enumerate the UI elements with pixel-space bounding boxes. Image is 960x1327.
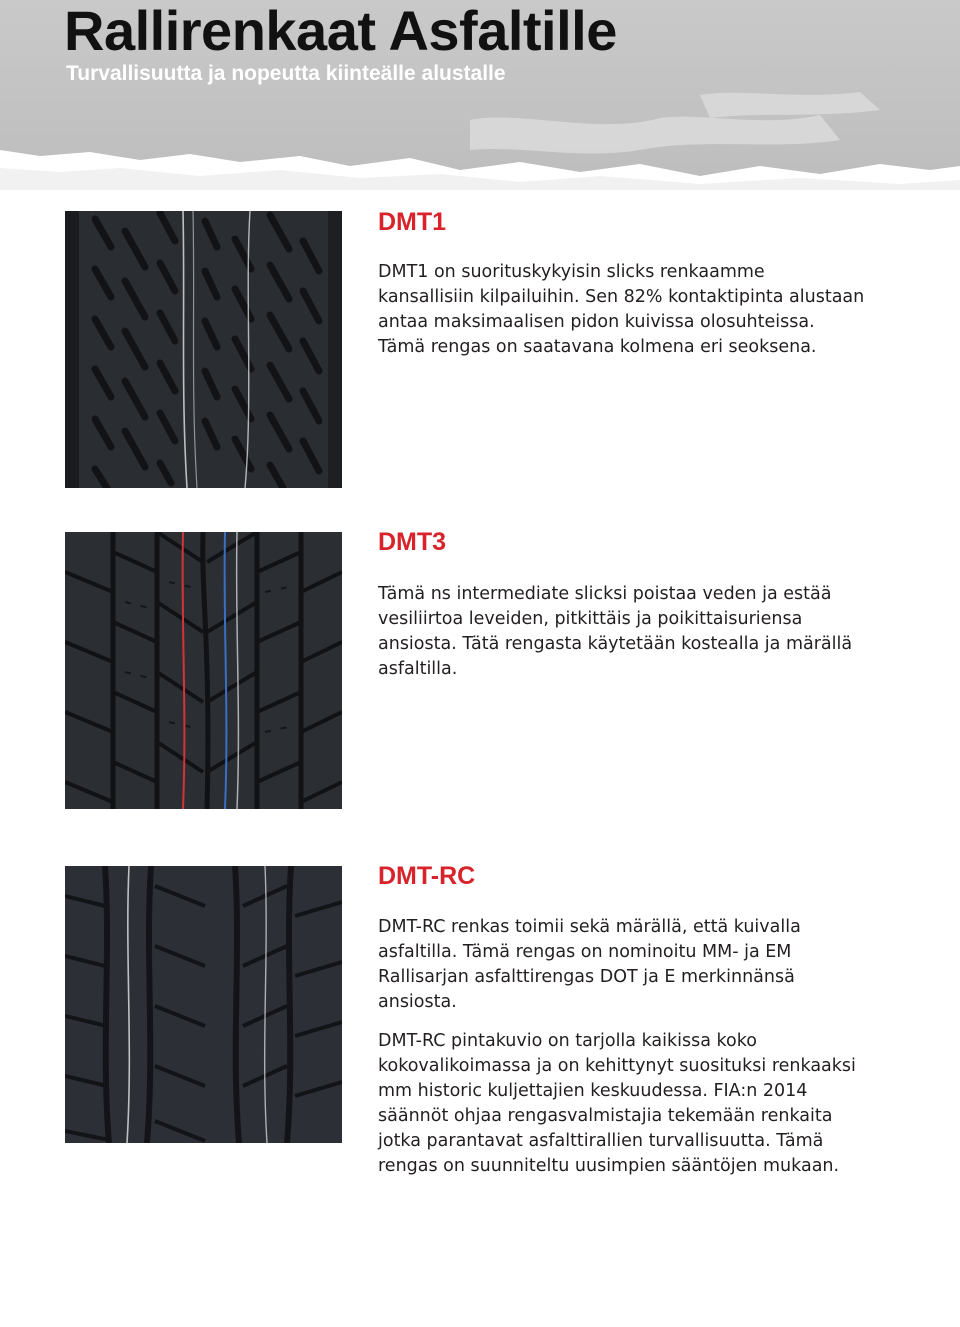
section-heading: DMT-RC (378, 862, 476, 890)
section-dmt3 (378, 528, 938, 682)
dmt3-tread-pattern-icon (65, 532, 342, 809)
dmt1-tyre-tread-photo (65, 211, 342, 488)
section-dmt1 (378, 208, 938, 360)
dmt-rc-tyre-tread-photo (65, 866, 342, 1143)
section-heading: DMT3 (378, 528, 447, 556)
dmt3-tyre-tread-photo (65, 532, 342, 809)
section-paragraph: Tämä ns intermediate slicksi poistaa veden ja estää vesiliirtoa leveiden, pitkittäis ja poikittaisuriensa ansiosta. Tätä rengasta käytetään kostealla ja märällä asfaltilla. (378, 584, 853, 679)
section-heading: DMT1 (378, 208, 447, 236)
section-dmt-rc (378, 862, 938, 1179)
section-paragraph: DMT-RC renkas toimii sekä märällä, että kuivalla asfaltilla. Tämä rengas on nominoitu MM- ja EM Rallisarjan asfalttirengas DOT ja E merkinnänsä ansiosta. (378, 917, 801, 1012)
page-title: Rallirenkaat Asfaltille (64, 0, 617, 62)
dmt-rc-tread-pattern-icon (65, 866, 342, 1143)
section-paragraph: DMT1 on suorituskykyisin slicks renkaamme kansallisiin kilpailuihin. Sen 82% kontaktipinta alustaan antaa maksimaalisen pidon kuivissa olosuhteissa. Tämä rengas on saatavana kolmena eri seoksena. (378, 262, 865, 357)
dmt1-tread-pattern-icon (65, 211, 342, 488)
page-subtitle: Turvallisuutta ja nopeutta kiinteälle alustalle (66, 62, 506, 85)
section-paragraph: DMT-RC pintakuvio on tarjolla kaikissa koko kokovalikoimassa ja on kehittynyt suosituksi renkaaksi mm historic kuljettajien keskuudessa. FIA:n 2014 säännöt ohjaa rengasvalmistajia tekemään renkaita jotka parantavat asfalttirallien turvallisuutta. Tämä rengas on suunniteltu uusimpien sääntöjen mukaan. (378, 1031, 856, 1176)
header-band (0, 0, 960, 190)
